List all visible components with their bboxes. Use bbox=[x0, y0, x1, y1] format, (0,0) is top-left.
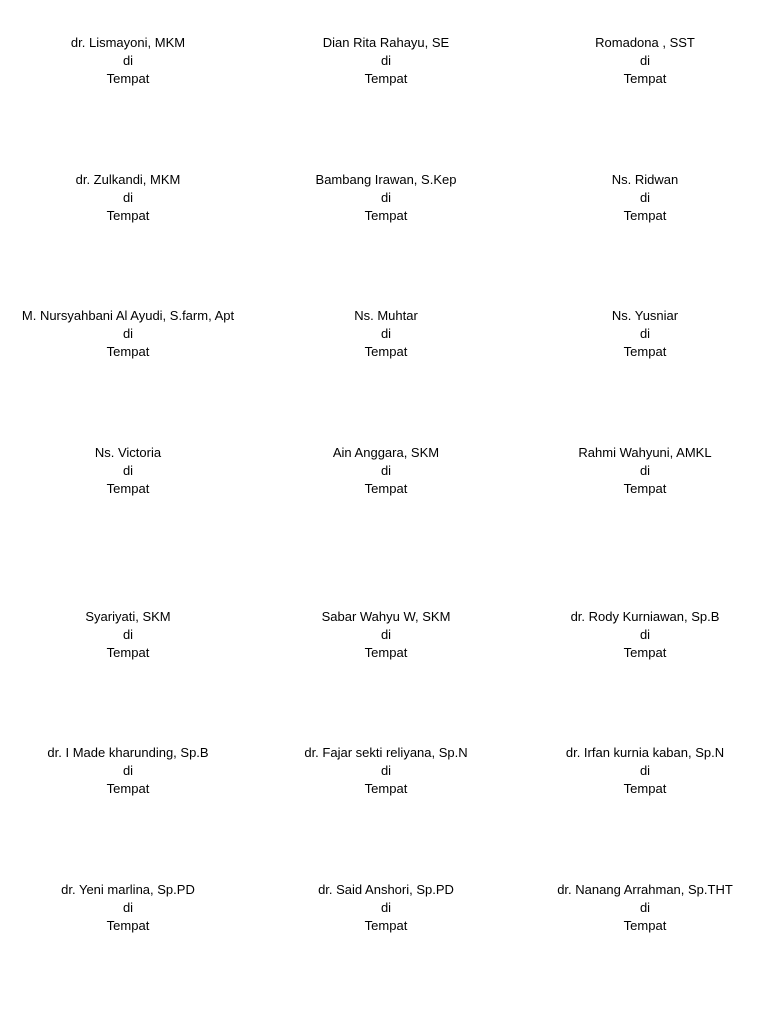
recipient-name: Ain Anggara, SKM bbox=[332, 445, 440, 460]
recipient-place: Tempat bbox=[623, 645, 667, 660]
recipient-place: Tempat bbox=[364, 781, 408, 796]
recipient-place: Tempat bbox=[106, 71, 150, 86]
recipient-place: Tempat bbox=[106, 344, 150, 359]
address-label bbox=[517, 881, 768, 935]
address-label bbox=[258, 744, 514, 798]
recipient-di: di bbox=[122, 190, 134, 205]
recipient-name: Ns. Ridwan bbox=[611, 172, 679, 187]
recipient-name: Syariyati, SKM bbox=[85, 609, 171, 624]
recipient-name: Rahmi Wahyuni, AMKL bbox=[578, 445, 712, 460]
recipient-di: di bbox=[122, 53, 134, 68]
recipient-name: dr. Lismayoni, MKM bbox=[70, 35, 186, 50]
recipient-di: di bbox=[380, 190, 392, 205]
recipient-place: Tempat bbox=[364, 645, 408, 660]
recipient-name: Dian Rita Rahayu, SE bbox=[322, 35, 450, 50]
address-label bbox=[0, 744, 256, 798]
recipient-name: dr. Fajar sekti reliyana, Sp.N bbox=[304, 745, 468, 760]
recipient-place: Tempat bbox=[364, 918, 408, 933]
address-label bbox=[517, 171, 768, 225]
address-label bbox=[258, 608, 514, 662]
recipient-place: Tempat bbox=[623, 71, 667, 86]
recipient-di: di bbox=[380, 900, 392, 915]
recipient-place: Tempat bbox=[106, 645, 150, 660]
address-label bbox=[0, 307, 256, 361]
recipient-di: di bbox=[380, 53, 392, 68]
recipient-di: di bbox=[639, 900, 651, 915]
recipient-place: Tempat bbox=[364, 481, 408, 496]
recipient-name: Bambang Irawan, S.Kep bbox=[315, 172, 457, 187]
address-label bbox=[258, 34, 514, 88]
recipient-di: di bbox=[380, 326, 392, 341]
address-label bbox=[258, 171, 514, 225]
recipient-di: di bbox=[639, 763, 651, 778]
recipient-di: di bbox=[639, 326, 651, 341]
recipient-name: dr. Said Anshori, Sp.PD bbox=[318, 882, 454, 897]
recipient-di: di bbox=[639, 53, 651, 68]
address-label bbox=[258, 444, 514, 498]
recipient-di: di bbox=[639, 627, 651, 642]
recipient-di: di bbox=[122, 763, 134, 778]
recipient-di: di bbox=[380, 627, 392, 642]
recipient-place: Tempat bbox=[106, 208, 150, 223]
address-label bbox=[0, 608, 256, 662]
recipient-di: di bbox=[122, 900, 134, 915]
address-label bbox=[0, 34, 256, 88]
address-label bbox=[0, 171, 256, 225]
recipient-name: Ns. Muhtar bbox=[354, 308, 418, 323]
address-label bbox=[517, 608, 768, 662]
recipient-name: dr. Rody Kurniawan, Sp.B bbox=[570, 609, 720, 624]
recipient-name: dr. I Made kharunding, Sp.B bbox=[47, 745, 209, 760]
recipient-di: di bbox=[122, 627, 134, 642]
recipient-name: Ns. Yusniar bbox=[611, 308, 679, 323]
recipient-name: dr. Yeni marlina, Sp.PD bbox=[61, 882, 195, 897]
address-label bbox=[0, 881, 256, 935]
recipient-place: Tempat bbox=[623, 781, 667, 796]
recipient-place: Tempat bbox=[623, 481, 667, 496]
recipient-di: di bbox=[380, 763, 392, 778]
recipient-place: Tempat bbox=[106, 918, 150, 933]
recipient-di: di bbox=[122, 463, 134, 478]
recipient-name: dr. Nanang Arrahman, Sp.THT bbox=[557, 882, 733, 897]
recipient-place: Tempat bbox=[106, 781, 150, 796]
address-label bbox=[517, 34, 768, 88]
address-label bbox=[258, 881, 514, 935]
recipient-name: Romadona , SST bbox=[595, 35, 695, 50]
recipient-place: Tempat bbox=[364, 208, 408, 223]
recipient-place: Tempat bbox=[623, 918, 667, 933]
recipient-name: dr. Irfan kurnia kaban, Sp.N bbox=[565, 745, 725, 760]
recipient-name: dr. Zulkandi, MKM bbox=[75, 172, 181, 187]
recipient-di: di bbox=[639, 190, 651, 205]
recipient-name: M. Nursyahbani Al Ayudi, S.farm, Apt bbox=[21, 308, 235, 323]
recipient-place: Tempat bbox=[106, 481, 150, 496]
address-label bbox=[258, 307, 514, 361]
address-label bbox=[517, 307, 768, 361]
address-label bbox=[0, 444, 256, 498]
recipient-place: Tempat bbox=[364, 344, 408, 359]
recipient-place: Tempat bbox=[623, 344, 667, 359]
recipient-name: Sabar Wahyu W, SKM bbox=[321, 609, 451, 624]
recipient-di: di bbox=[380, 463, 392, 478]
recipient-name: Ns. Victoria bbox=[94, 445, 162, 460]
recipient-place: Tempat bbox=[364, 71, 408, 86]
address-label bbox=[517, 744, 768, 798]
recipient-di: di bbox=[122, 326, 134, 341]
recipient-place: Tempat bbox=[623, 208, 667, 223]
address-label bbox=[517, 444, 768, 498]
recipient-di: di bbox=[639, 463, 651, 478]
